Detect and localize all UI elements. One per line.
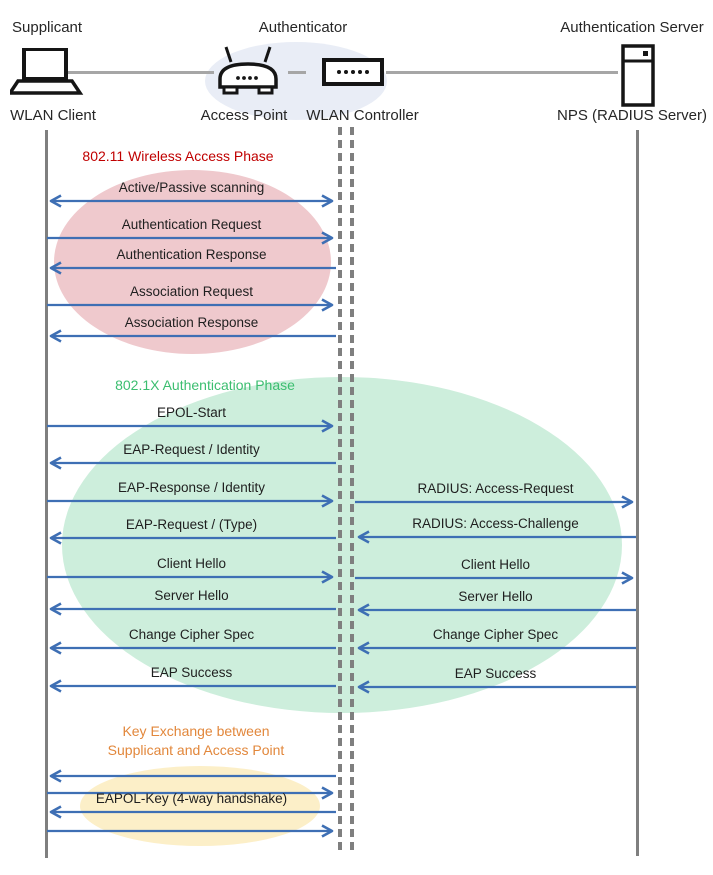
connector-line [386,71,618,74]
phase-title-text: Supplicant and Access Point [107,742,285,758]
actor-role-supplicant: Supplicant [12,19,83,36]
device-label-wlan-controller: WLAN Controller [306,107,419,124]
message-label: Client Hello [156,556,227,571]
actor-role-authentication-server: Authentication Server [560,19,704,36]
device-label-access-point: Access Point [200,107,288,124]
message-arrow [47,823,336,839]
phase-title-text: Key Exchange between [122,723,270,739]
message-label: EAP-Request / (Type) [125,517,258,532]
message-label: EAP Success [454,666,537,681]
message-label: Active/Passive scanning [118,180,265,195]
message-label: Authentication Request [121,217,262,232]
message-label: Server Hello [458,589,533,604]
wlan-controller-icon [322,57,384,87]
server-icon [620,44,656,108]
message-arrow [47,768,336,784]
message-label: Change Cipher Spec [128,627,255,642]
message-label: Association Response [124,315,259,330]
lifeline-nps-radius-server [636,130,639,856]
device-label-nps-radius-server: NPS (RADIUS Server) [556,107,708,124]
message-label: Association Request [129,284,254,299]
access-point-icon [215,44,281,98]
message-label: Authentication Response [116,247,267,262]
message-label: EAP Success [150,665,233,680]
message-label: Server Hello [154,588,229,603]
message-label: Client Hello [460,557,531,572]
lifeline-wlan-controller [350,127,354,853]
phase-title-text: 802.1X Authentication Phase [115,377,295,393]
phase-title-802-11-wireless-access [38,147,318,166]
message-label: Change Cipher Spec [432,627,559,642]
message-label: EAP-Request / Identity [123,442,260,457]
connector-line [288,71,306,74]
connector-line [62,71,214,74]
message-label: EAP-Response / Identity [117,480,266,495]
message-label: RADIUS: Access-Challenge [412,516,579,531]
phase-title-text: 802.11 Wireless Access Phase [82,148,274,164]
phase-title-802-1x-authentication [65,376,345,395]
device-label-wlan-client: WLAN Client [10,107,96,124]
lifeline-access-point [338,127,342,853]
message-label: EPOL-Start [156,405,227,420]
message-label: RADIUS: Access-Request [417,481,574,496]
laptop-icon [10,48,84,98]
phase-title-key-exchange [56,722,336,760]
actor-role-authenticator: Authenticator [258,19,348,36]
message-label: EAPOL-Key (4-way handshake) [95,791,288,806]
